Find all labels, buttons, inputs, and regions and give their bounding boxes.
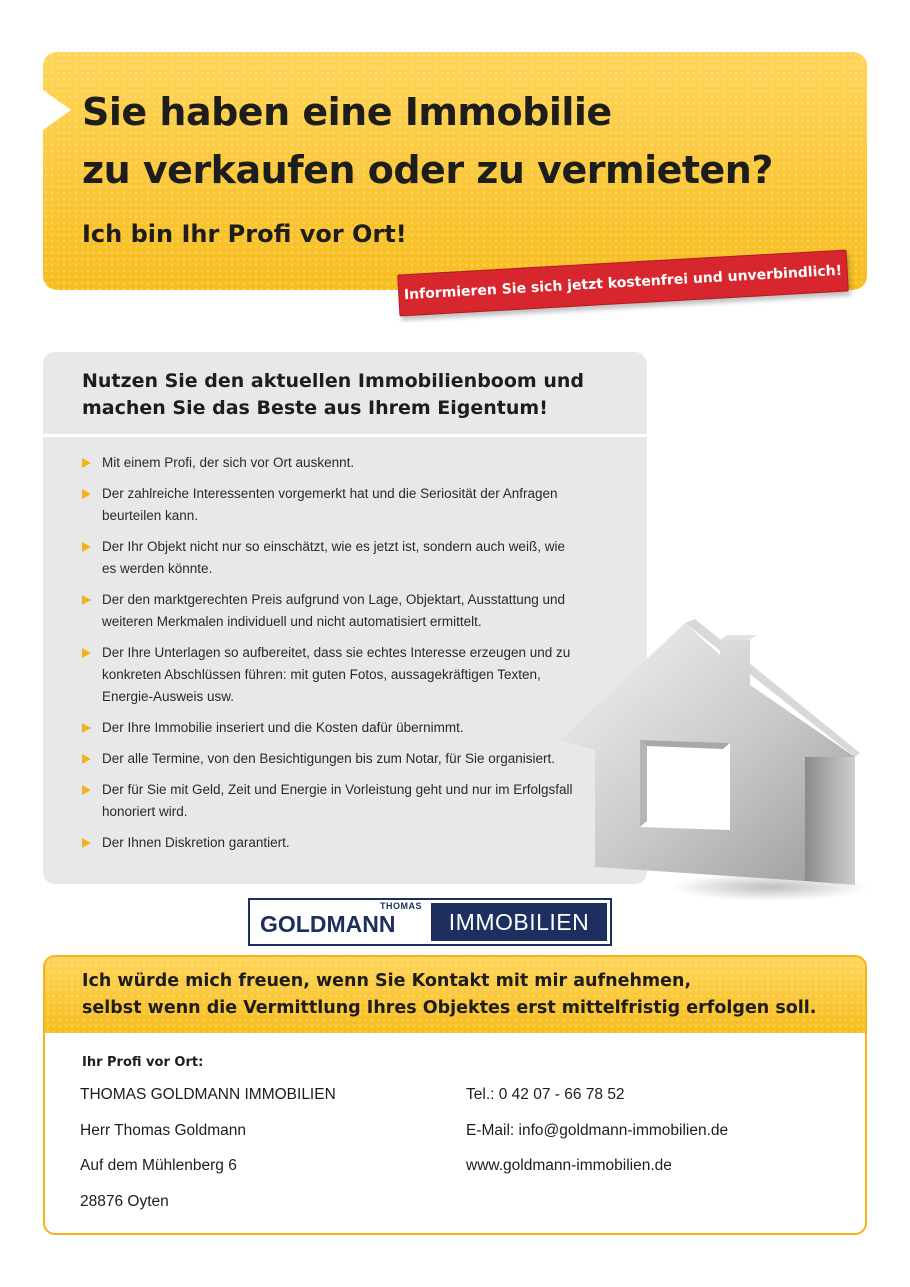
contact-street: Auf dem Mühlenberg 6	[80, 1157, 237, 1174]
triangle-bullet-icon	[82, 838, 91, 848]
triangle-bullet-icon	[82, 648, 91, 658]
hero-title	[82, 83, 862, 199]
list-item-text: Der zahlreiche Interessenten vorgemerkt hat und die Seriosität der Anfragen beurteilen kann.	[102, 486, 558, 523]
contact-company: THOMAS GOLDMANN IMMOBILIEN	[80, 1086, 336, 1103]
company-logo	[248, 898, 612, 946]
info-heading-line1: Nutzen Sie den aktuellen Immobilienboom und	[82, 370, 584, 392]
list-item	[80, 832, 580, 854]
contact-website-link[interactable]: www.goldmann-immobilien.de	[466, 1157, 672, 1174]
list-item	[80, 717, 580, 739]
contact-message	[82, 968, 862, 1022]
list-item	[80, 779, 580, 823]
contact-label: Ihr Profi vor Ort:	[82, 1055, 204, 1070]
logo-first-name: THOMAS	[380, 901, 422, 911]
list-item-text: Der für Sie mit Geld, Zeit und Energie in Vorleistung geht und nur im Erfolgsfall honoriert wird.	[102, 782, 573, 819]
list-item	[80, 589, 580, 633]
list-item	[80, 536, 580, 580]
hero-notch	[43, 90, 71, 130]
list-item-text: Der Ihre Immobilie inseriert und die Kosten dafür übernimmt.	[102, 720, 464, 735]
list-item-text: Der Ihr Objekt nicht nur so einschätzt, wie es jetzt ist, sondern auch weiß, wie es werden könnte.	[102, 539, 565, 576]
logo-suffix: IMMOBILIEN	[431, 903, 607, 941]
hero-subtitle: Ich bin Ihr Profi vor Ort!	[82, 220, 407, 248]
logo-name-block	[250, 900, 428, 944]
hero-title-line1: Sie haben eine Immobilie	[82, 90, 612, 134]
contact-email-link[interactable]: E-Mail: info@goldmann-immobilien.de	[466, 1122, 729, 1139]
logo-last-name: GOLDMANN	[260, 911, 396, 937]
contact-phone[interactable]: Tel.: 0 42 07 - 66 78 52	[466, 1086, 625, 1103]
triangle-bullet-icon	[82, 489, 91, 499]
list-item-text: Der Ihre Unterlagen so aufbereitet, dass sie echtes Interesse erzeugen und zu konkreten Abschlüssen führen: mit guten Fotos, aussagekräftigen Texten, Energie-Ausweis usw.	[102, 645, 571, 704]
triangle-bullet-icon	[82, 458, 91, 468]
info-heading	[82, 368, 622, 422]
triangle-bullet-icon	[82, 723, 91, 733]
info-heading-line2: machen Sie das Beste aus Ihrem Eigentum!	[82, 397, 548, 419]
list-item	[80, 483, 580, 527]
list-item	[80, 748, 580, 770]
triangle-bullet-icon	[82, 754, 91, 764]
house-icon	[555, 615, 875, 905]
benefit-list	[80, 452, 580, 863]
contact-person: Herr Thomas Goldmann	[80, 1122, 246, 1139]
list-item-text: Der alle Termine, von den Besichtigungen bis zum Notar, für Sie organisiert.	[102, 751, 555, 766]
list-item-text: Mit einem Profi, der sich vor Ort auskennt.	[102, 455, 355, 470]
list-item	[80, 452, 580, 474]
list-item-text: Der den marktgerechten Preis aufgrund von Lage, Objektart, Ausstattung und weiteren Merkmalen individuell und nicht automatisiert ermittelt.	[102, 592, 566, 629]
hero-title-line2: zu verkaufen oder zu vermieten?	[82, 148, 773, 192]
triangle-bullet-icon	[82, 785, 91, 795]
cta-badge: Informieren Sie sich jetzt kostenfrei und unverbindlich!	[397, 249, 849, 316]
contact-message-line2: selbst wenn die Vermittlung Ihres Objektes erst mittelfristig erfolgen soll.	[82, 998, 817, 1018]
list-item-text: Der Ihnen Diskretion garantiert.	[102, 835, 290, 850]
list-item	[80, 642, 580, 708]
contact-message-line1: Ich würde mich freuen, wenn Sie Kontakt mit mir aufnehmen,	[82, 971, 692, 991]
triangle-bullet-icon	[82, 542, 91, 552]
contact-city: 28876 Oyten	[80, 1193, 169, 1210]
triangle-bullet-icon	[82, 595, 91, 605]
info-divider	[43, 434, 647, 437]
